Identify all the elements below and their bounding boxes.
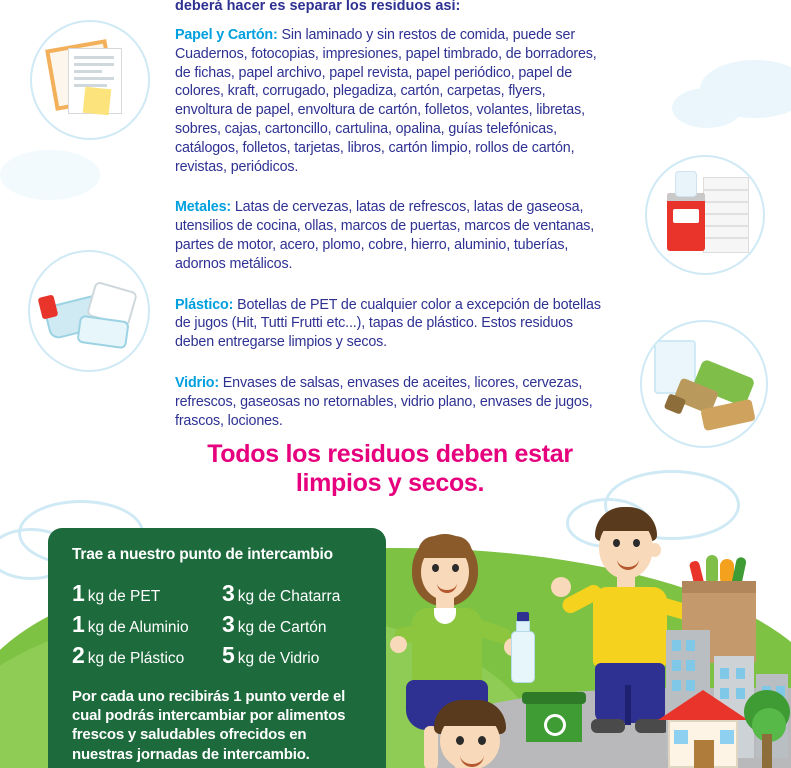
exchange-card-title: Trae a nuestro punto de intercambio (72, 546, 333, 563)
exchange-item (222, 642, 372, 669)
child-illustration (418, 700, 528, 768)
section-metals-body: Latas de cervezas, latas de refrescos, latas de gaseosa, utensilios de cocina, ollas, marcos de puertas, marcos de ventanas, partes de motor, acero, plomo, cobre, hierro, aluminio, tuberías, adornos metálicos. (175, 199, 595, 272)
exchange-item (72, 580, 222, 607)
recycling-bin-icon (520, 690, 592, 760)
exchange-card-footer: Por cada uno recibirás 1 punto verde el cual podrás intercambiar por alimentos frescos y saludables ofrecidos en nuestras jornadas de intercambio. (72, 688, 346, 763)
section-paper (175, 26, 605, 176)
headline-clean-dry: Todos los residuos deben estar limpios y secos. (207, 440, 573, 497)
section-glass-label: Vidrio: (175, 374, 219, 391)
section-paper-body: Sin laminado y sin restos de comida, puede ser Cuadernos, fotocopias, impresiones, papel timbrado, de borradores, de fichas, papel archivo, papel revista, papel periódico, papel de colores, kraft, corrugado, plegadiza, cartón, carpetas, flyers, envoltura de papel, envoltura de cartón, folletos, volantes, libretas, sobres, cajas, cartoncillo, cartulina, opalina, guías telefónicas, catálogos, folletos, tarjetas, libros, cartón limpio, rollos de cartón, revistas, periódicos. (175, 27, 597, 175)
exchange-item-qty: 3 (222, 611, 235, 637)
paper-stack-icon (30, 20, 150, 140)
glass-bottle-icon (640, 320, 768, 448)
section-plastic-body: Botellas de PET de cualquier color a excepción de botellas de jugos (Hit, Tutti Frutti etc...), tapas de plástico. Estos residuos deben entregarse limpios y secos. (175, 296, 601, 351)
sections-column (175, 26, 605, 446)
section-plastic (175, 296, 605, 352)
cloud-icon (672, 88, 742, 128)
metal-cans-icon (645, 155, 765, 275)
exchange-items-grid (72, 578, 364, 671)
exchange-item-qty: 5 (222, 642, 235, 668)
exchange-item (72, 642, 222, 669)
section-plastic-label: Plástico: (175, 296, 234, 313)
section-metals (175, 198, 605, 273)
section-glass-body: Envases de salsas, envases de aceites, licores, cervezas, refrescos, gaseosas no retornables, vidrio plano, envases de jugos, frascos, lociones. (175, 374, 593, 429)
exchange-item-unit: kg de Plástico (87, 650, 185, 667)
cloud-icon (0, 150, 100, 200)
exchange-item-qty: 1 (72, 611, 85, 637)
exchange-item-unit: kg de Cartón (237, 619, 327, 636)
exchange-item-unit: kg de Vidrio (237, 650, 320, 667)
exchange-item (222, 580, 372, 607)
section-paper-label: Papel y Cartón: (175, 27, 278, 43)
plastic-bottle-held-icon (508, 612, 538, 684)
exchange-item-qty: 1 (72, 580, 85, 606)
exchange-item-qty: 3 (222, 580, 235, 606)
exchange-item (222, 611, 372, 638)
exchange-item-unit: kg de PET (87, 588, 161, 605)
house-illustration (658, 690, 748, 768)
section-glass (175, 374, 605, 430)
intro-cut-text: deberá hacer es separar los residuos así: (175, 0, 461, 14)
exchange-card (48, 528, 386, 768)
exchange-item-qty: 2 (72, 642, 85, 668)
exchange-item (72, 611, 222, 638)
exchange-item-unit: kg de Chatarra (237, 588, 341, 605)
section-metals-label: Metales: (175, 199, 232, 216)
plastic-bottle-icon (28, 250, 150, 372)
tree-illustration (742, 690, 791, 768)
exchange-item-unit: kg de Aluminio (87, 619, 189, 636)
